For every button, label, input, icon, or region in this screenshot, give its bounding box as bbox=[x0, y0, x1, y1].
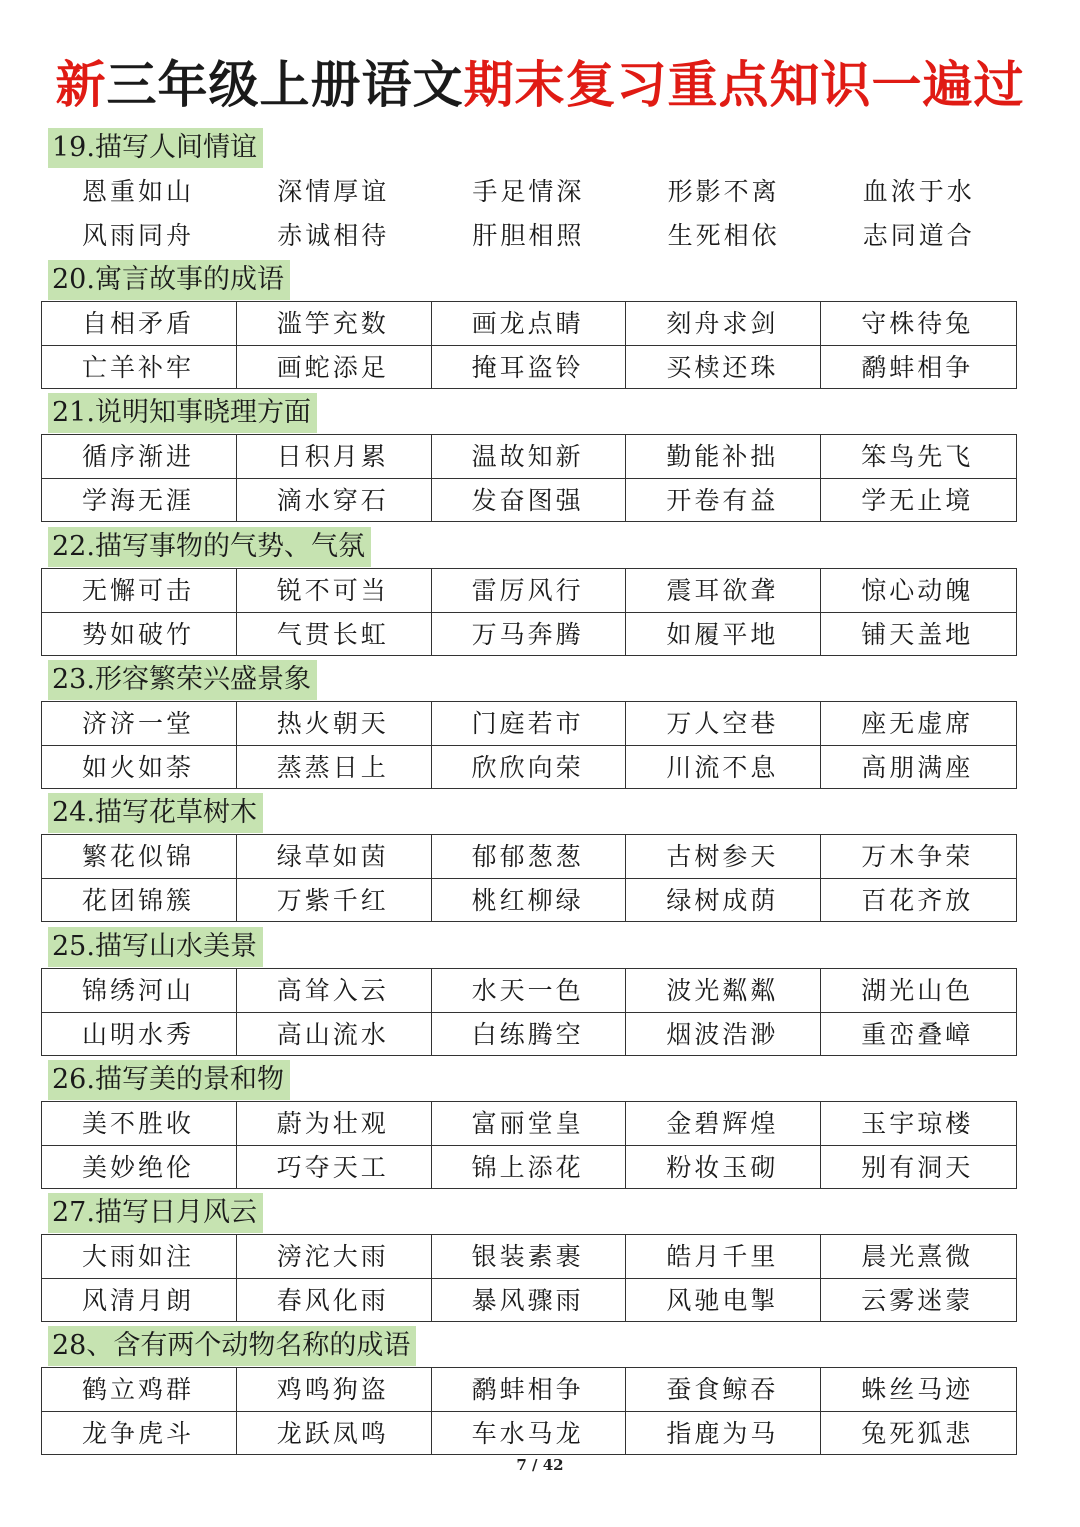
idiom-cell: 温故知新 bbox=[432, 435, 627, 479]
idiom-cell: 守株待兔 bbox=[821, 302, 1016, 346]
idiom-cell: 云雾迷蒙 bbox=[861, 1286, 974, 1315]
idiom-cell: 如履平地 bbox=[626, 613, 821, 656]
idiom-cell: 手足情深 bbox=[472, 177, 585, 206]
section-label: 27.描写日月风云 bbox=[48, 1193, 263, 1233]
idiom-cell: 巧夺天工 bbox=[237, 1146, 432, 1189]
idiom-cell: 自相矛盾 bbox=[42, 302, 237, 346]
section-label: 21.说明知事晓理方面 bbox=[48, 393, 317, 433]
idiom-cell: 绿树成荫 bbox=[626, 879, 821, 922]
idiom-table bbox=[41, 301, 1017, 389]
idiom-cell: 万马奔腾 bbox=[432, 613, 627, 656]
idiom-cell: 锦绣河山 bbox=[42, 969, 237, 1013]
idiom-cell: 志同道合 bbox=[862, 221, 975, 250]
idiom-cell: 气贯长虹 bbox=[237, 613, 432, 656]
idiom-cell: 风雨同舟 bbox=[82, 221, 195, 250]
section-label: 19.描写人间情谊 bbox=[48, 128, 263, 168]
idiom-table bbox=[41, 434, 1017, 522]
idiom-cell: 生死相依 bbox=[667, 221, 780, 250]
section-label: 24.描写花草树木 bbox=[48, 793, 263, 833]
idiom-cell: 高耸入云 bbox=[237, 969, 432, 1013]
idiom-cell: 万人空巷 bbox=[626, 702, 821, 746]
idiom-cell: 车水马龙 bbox=[432, 1412, 627, 1455]
idiom-cell: 玉宇琼楼 bbox=[821, 1102, 1016, 1146]
idiom-cell: 烟波浩渺 bbox=[626, 1013, 821, 1056]
idiom-table bbox=[41, 1234, 1017, 1322]
idiom-cell: 画蛇添足 bbox=[237, 346, 432, 389]
idiom-cell: 粉妆玉砌 bbox=[626, 1146, 821, 1189]
idiom-cell: 美妙绝伦 bbox=[42, 1146, 237, 1189]
idiom-cell: 桃红柳绿 bbox=[432, 879, 627, 922]
idiom-cell: 恩重如山 bbox=[82, 177, 195, 206]
idiom-cell: 形影不离 bbox=[667, 177, 780, 206]
idiom-cell: 鹬蚌相争 bbox=[432, 1368, 627, 1412]
section-label: 26.描写美的景和物 bbox=[48, 1060, 290, 1100]
idiom-cell: 风驰电掣 bbox=[626, 1279, 821, 1322]
idiom-cell: 赤诚相待 bbox=[277, 221, 390, 250]
idiom-cell: 锦上添花 bbox=[432, 1146, 627, 1189]
idiom-cell: 深情厚谊 bbox=[277, 177, 390, 206]
page-title bbox=[0, 50, 1080, 120]
idiom-cell: 滂沱大雨 bbox=[237, 1235, 432, 1279]
idiom-cell: 兔死狐悲 bbox=[861, 1419, 974, 1448]
idiom-cell: 绿草如茵 bbox=[237, 835, 432, 879]
idiom-table bbox=[41, 568, 1017, 656]
idiom-cell: 鸡鸣狗盗 bbox=[237, 1368, 432, 1412]
idiom-cell: 铺天盖地 bbox=[861, 620, 974, 649]
idiom-cell: 富丽堂皇 bbox=[432, 1102, 627, 1146]
idiom-cell: 繁花似锦 bbox=[42, 835, 237, 879]
idiom-cell: 血浓于水 bbox=[862, 177, 975, 206]
idiom-cell: 蚕食鲸吞 bbox=[626, 1368, 821, 1412]
idiom-cell: 买椟还珠 bbox=[626, 346, 821, 389]
idiom-table bbox=[41, 1101, 1017, 1189]
idiom-cell: 济济一堂 bbox=[42, 702, 237, 746]
idiom-table bbox=[41, 701, 1017, 789]
idiom-cell: 蛛丝马迹 bbox=[821, 1368, 1016, 1412]
idiom-cell: 白练腾空 bbox=[432, 1013, 627, 1056]
idiom-cell: 川流不息 bbox=[626, 746, 821, 789]
idiom-cell: 循序渐进 bbox=[42, 435, 237, 479]
idiom-cell: 笨鸟先飞 bbox=[821, 435, 1016, 479]
idiom-cell: 惊心动魄 bbox=[821, 569, 1016, 613]
idiom-cell: 滥竽充数 bbox=[237, 302, 432, 346]
idiom-cell: 热火朝天 bbox=[237, 702, 432, 746]
idiom-cell: 龙争虎斗 bbox=[42, 1412, 237, 1455]
idiom-cell: 门庭若市 bbox=[432, 702, 627, 746]
idiom-cell: 金碧辉煌 bbox=[626, 1102, 821, 1146]
section-label: 25.描写山水美景 bbox=[48, 927, 263, 967]
section-label: 20.寓言故事的成语 bbox=[48, 260, 290, 300]
idiom-cell: 水天一色 bbox=[432, 969, 627, 1013]
idiom-cell: 座无虚席 bbox=[821, 702, 1016, 746]
idiom-cell: 古树参天 bbox=[626, 835, 821, 879]
idiom-cell: 百花齐放 bbox=[861, 886, 974, 915]
idiom-cell: 刻舟求剑 bbox=[626, 302, 821, 346]
idiom-cell: 欣欣向荣 bbox=[432, 746, 627, 789]
section-label: 28、含有两个动物名称的成语 bbox=[48, 1326, 416, 1366]
idiom-cell: 肝胆相照 bbox=[472, 221, 585, 250]
idiom-cell: 日积月累 bbox=[237, 435, 432, 479]
idiom-cell: 发奋图强 bbox=[432, 479, 627, 522]
title-part-1: 新 bbox=[55, 55, 107, 114]
idiom-cell: 风清月朗 bbox=[42, 1279, 237, 1322]
idiom-cell: 大雨如注 bbox=[42, 1235, 237, 1279]
idiom-cell: 万紫千红 bbox=[237, 879, 432, 922]
idiom-cell: 无懈可击 bbox=[42, 569, 237, 613]
idiom-cell: 鹬蚌相争 bbox=[861, 353, 974, 382]
section-label: 22.描写事物的气势、气氛 bbox=[48, 527, 371, 567]
idiom-cell: 重峦叠嶂 bbox=[861, 1020, 974, 1049]
idiom-cell: 花团锦簇 bbox=[42, 879, 237, 922]
idiom-table bbox=[41, 834, 1017, 922]
idiom-cell: 高山流水 bbox=[237, 1013, 432, 1056]
idiom-cell: 学海无涯 bbox=[42, 479, 237, 522]
idiom-cell: 掩耳盗铃 bbox=[432, 346, 627, 389]
idiom-cell: 指鹿为马 bbox=[626, 1412, 821, 1455]
idiom-cell: 开卷有益 bbox=[626, 479, 821, 522]
idiom-cell: 万木争荣 bbox=[821, 835, 1016, 879]
idiom-cell: 勤能补拙 bbox=[626, 435, 821, 479]
idiom-cell: 高朋满座 bbox=[861, 753, 974, 782]
idiom-cell: 波光粼粼 bbox=[626, 969, 821, 1013]
idiom-cell: 鹤立鸡群 bbox=[42, 1368, 237, 1412]
idiom-cell: 蒸蒸日上 bbox=[237, 746, 432, 789]
idiom-cell: 晨光熹微 bbox=[821, 1235, 1016, 1279]
idiom-cell: 势如破竹 bbox=[42, 613, 237, 656]
idiom-table bbox=[41, 1367, 1017, 1455]
idiom-cell: 锐不可当 bbox=[237, 569, 432, 613]
idiom-cell: 亡羊补牢 bbox=[42, 346, 237, 389]
idiom-cell: 银装素裹 bbox=[432, 1235, 627, 1279]
idiom-cell: 滴水穿石 bbox=[237, 479, 432, 522]
title-part-2: 三年级上册语文 bbox=[106, 55, 464, 114]
idiom-cell: 美不胜收 bbox=[42, 1102, 237, 1146]
idiom-cell: 皓月千里 bbox=[626, 1235, 821, 1279]
idiom-cell: 震耳欲聋 bbox=[626, 569, 821, 613]
idiom-cell: 郁郁葱葱 bbox=[432, 835, 627, 879]
idiom-table bbox=[41, 968, 1017, 1056]
idiom-cell: 湖光山色 bbox=[821, 969, 1016, 1013]
idiom-cell: 龙跃凤鸣 bbox=[237, 1412, 432, 1455]
idiom-list bbox=[42, 170, 1018, 258]
idiom-cell: 画龙点睛 bbox=[432, 302, 627, 346]
idiom-cell: 学无止境 bbox=[861, 486, 974, 515]
section-label: 23.形容繁荣兴盛景象 bbox=[48, 660, 317, 700]
idiom-cell: 雷厉风行 bbox=[432, 569, 627, 613]
page-number: 7 / 42 bbox=[516, 1456, 564, 1474]
idiom-cell: 蔚为壮观 bbox=[237, 1102, 432, 1146]
idiom-cell: 春风化雨 bbox=[237, 1279, 432, 1322]
title-part-3: 期末复习重点知识一遍过 bbox=[463, 55, 1025, 114]
idiom-cell: 如火如荼 bbox=[42, 746, 237, 789]
idiom-cell: 暴风骤雨 bbox=[432, 1279, 627, 1322]
idiom-cell: 山明水秀 bbox=[42, 1013, 237, 1056]
idiom-cell: 别有洞天 bbox=[861, 1153, 974, 1182]
